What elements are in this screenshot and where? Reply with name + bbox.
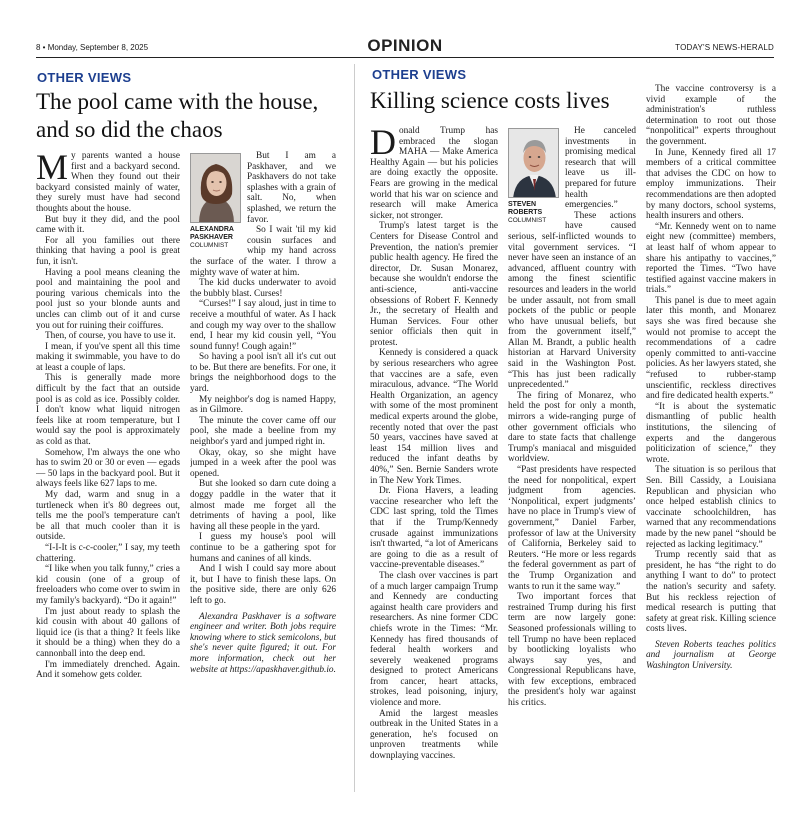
article-paragraph: My dad, warm and snug in a turtleneck when it's 80 degrees out, tells me the pool's temperature can't be all that much cooler than it is outside. xyxy=(36,490,180,543)
author-bio: Steven Roberts teaches politics and journalism at George Washington University. xyxy=(646,639,776,672)
article-paragraph: Amid the largest measles outbreak in the United States in a generation, he's focused on unproven treatments while downplaying vaccines. xyxy=(370,708,498,762)
article-paragraph: But I am a Paskhaver, and we Paskhavers do not take splashes with a grain of salt. No, when splashed, we return the favor. xyxy=(247,151,336,225)
article-paragraph: For all you families out there thinking that having a pool is great fun, it isn't. xyxy=(36,235,180,267)
right-article-column-1 xyxy=(370,126,498,796)
article-paragraph: So I wait 'til my kid cousin surfaces and whip my hand across the surface of the water. I throw a mighty wave of water at him. xyxy=(190,225,336,278)
article-paragraph: My neighbor's dog is named Happy, as in Gilmore. xyxy=(190,394,336,416)
article-paragraph: Somehow, I'm always the one who has to swim 20 or 30 or even — egads — 50 laps in the backyard pool. But it always feels like 627 laps to me. xyxy=(36,447,180,490)
article-paragraph: The minute the cover came off our pool, she made a beeline from my neighbor's yard and jumped right in. xyxy=(190,415,336,448)
article-paragraph: Kennedy is considered a quack by serious researchers who agree that vaccines are a safe, even miraculous, advance. “The World Health Organization, an agency with some of the most prominent medical experts around the globe, recently noted that over the past 50 years, vaccines have saved at least 154 million lives and reduced the infant deaths by 40%,” Sen. Bernie Sanders wrote in The New York Times. xyxy=(370,348,498,486)
article-paragraph: The clash over vaccines is part of a much larger campaign Trump and Kennedy are conducting against health care providers and researchers. As nine former CDC chiefs wrote in the Times: “Mr. Kennedy has fired thousands of federal health workers and severely weakened programs designed to protect Americans from cancer, heart attacks, strokes, lead poisoning, injury, violence and more. xyxy=(370,570,498,709)
article-paragraph: But buy it they did, and the pool came with it. xyxy=(36,214,180,236)
article-paragraph xyxy=(36,151,180,215)
article-paragraph: Okay, okay, so she might have jumped in a week after the pool was opened. xyxy=(190,447,336,479)
article-paragraph: Trump recently said that as president, he has “the right to do anything I want to do” to protect the nation's security and safety. But his reckless rejection of medical research is putting that safety at great risk. Killing science costs lives. xyxy=(646,550,776,635)
section-title: OPINION xyxy=(367,36,443,55)
paper-name: TODAY'S NEWS-HERALD xyxy=(675,43,774,52)
article-paragraph: “I like when you talk funny,” cries a kid cousin (one of a group of freeloaders who come over to swim in my family's backyard). “Do it again!” xyxy=(36,564,180,606)
article-paragraph: “Curses!” I say aloud, just in time to receive a mouthful of water. As I hack and cough my way over to the shallow end, I hear my kid cousin yell, “You sound funny! Cough again!” xyxy=(190,299,336,352)
right-article-column-2 xyxy=(508,126,636,796)
article-paragraph: The situation is so perilous that Sen. Bill Cassidy, a Louisiana Republican and physician who once helped establish clinics to vaccinate schoolchildren, has warned that any recommendations made by the new panel “should be rejected as lacking legitimacy.” xyxy=(646,465,776,550)
column-divider xyxy=(354,64,355,792)
left-byline xyxy=(190,153,241,250)
article-paragraph: “Past presidents have respected the need for nonpolitical, expert judgment from agencies. ‘Nonpolitical, expert judgments’ have no place in Trump's view of government,” Daniel Farber, professor of law at the University of California, Berkeley said to Reuters. “He more or less regards the federal government as part of the Trump Organization and wants to run it the same way.” xyxy=(508,465,636,592)
article-paragraph: This panel is due to meet again later this month, and Monarez says she was fired because she would not promise to accept the recommendations of a cadre openly committed to anti-vaccine policies. As her lawyers stated, she “refused to rubber-stamp unscientific, reckless directives and fire dedicated health experts.” xyxy=(646,295,776,402)
left-author-role: COLUMNIST xyxy=(190,242,229,249)
author-bio: Alexandra Paskhaver is a software engineer and writer. Both jobs require knowing where to stick semicolons, but she's never quite figured; it out. For more information, check out her website at https://apaskhaver.github.io. xyxy=(190,611,336,675)
right-kicker: OTHER VIEWS xyxy=(372,67,467,82)
right-article-column-3 xyxy=(646,84,776,796)
article-paragraph: I guess my house's pool will continue to be a gathering spot for humans and canines of all kinds. xyxy=(190,532,336,564)
drop-cap: D xyxy=(370,126,396,162)
right-byline xyxy=(508,128,559,225)
article-paragraph: But she looked so darn cute doing a doggy paddle in the water that it almost made me forget all the detriments of having a pool, like having all these people in the yard. xyxy=(190,479,336,532)
article-paragraph: I'm immediately drenched. Again. And it somehow gets colder. xyxy=(36,659,180,681)
article-paragraph: Having a pool means cleaning the pool and maintaining the pool and pouring various chemicals into the pool just so your blonde aunts and uncles can climb out of it and curse you out for ruining their coiffures. xyxy=(36,267,180,331)
article-paragraph: He canceled investments in promising medical research that will leave us ill-prepared for future health emergencies.” xyxy=(565,126,636,211)
drop-cap: M xyxy=(36,151,69,187)
article-paragraph: “I-I-It is c-c-cooler,” I say, my teeth chattering. xyxy=(36,542,180,564)
author-photo-paskhaver xyxy=(190,153,241,223)
left-article-column-2 xyxy=(190,151,336,796)
right-author-name: STEVEN ROBERTS xyxy=(508,201,543,216)
left-headline: The pool came with the house, and so did the chaos xyxy=(36,89,319,142)
left-article-column-1 xyxy=(36,151,180,796)
article-paragraph: These actions have caused serious, self-inflicted wounds to vital government services. “I never have seen an instance of an advanced, affluent country with among the finest scientific resources and leaders in the world be under assault, not from small pockets of the public or people who have unusual beliefs, but from the government itself,” Allan M. Brandt, a public health historian at Harvard University said in the Washington Post. “This has just been radically unprecedented.” xyxy=(508,210,636,391)
article-paragraph: “It is about the systematic dismantling of public health institutions, the silencing of experts and the dangerous politicization of science,” they wrote. xyxy=(646,401,776,465)
article-paragraph xyxy=(370,126,498,221)
article-paragraph: “Mr. Kennedy went on to name eight new (committee) members, at least half of whom appear to share his antipathy to vaccines,” reported the Times. “Two have testified against vaccine makers in trials.” xyxy=(646,221,776,296)
article-paragraph: The firing of Monarez, who held the post for only a month, mirrors a wide-ranging purge of other government officials who dare to state facts that challenge Trump's maniacal and misguided worldview. xyxy=(508,390,636,465)
article-paragraph: Trump's latest target is the Centers for Disease Control and Prevention, the nation's premier public health agency. He fired the director, Dr. Susan Monarez, because she wouldn't endorse the anti-science, anti-vaccine obsessions of Robert F. Kennedy Jr., the secretary of Health and Human Services. Four other senior officials then quit in protest. xyxy=(370,221,498,348)
page-header xyxy=(36,36,774,58)
article-paragraph: I'm just about ready to splash the kid cousin with about 40 gallons of liquid ice (is that a thing? It feels like it should be a thing) when they do a cannonball into the deep end. xyxy=(36,606,180,659)
author-photo-roberts xyxy=(508,128,559,198)
article-paragraph: Two important forces that restrained Trump during his first term are now largely gone: Seasoned professionals willing to tell Trump no have been replaced by bootlicking loyalists who always say yes, and Congressional Republicans have, with few exceptions, embraced the president's holy war against his critics. xyxy=(508,592,636,709)
article-paragraph: And I wish I could say more about it, but I have to finish these laps. On the positive side, there are only 626 left to go. xyxy=(190,564,336,606)
article-paragraph: Dr. Fiona Havers, a leading vaccine researcher who left the CDC last spring, told the Times that if the Trump/Kennedy crusade against immunizations isn't thwarted, “a lot of Americans are going to die as a result of vaccine-preventable diseases.” xyxy=(370,486,498,571)
article-paragraph: This is generally made more difficult by the fact that an outside pool is as cold as ice. Possibly colder. I don't know what liquid nitrogen feels like at room temperature, but I would say the pool is approximately as cold as that. xyxy=(36,373,180,448)
left-author-name: ALEXANDRA PASKHAVER xyxy=(190,226,234,241)
paragraph-text: onald Trump has embraced the slogan MAHA — Make America Healthy Again — but his policies are doing exactly the opposite. Fears are growing in the medical world that his war on science and research will make America sicker, not stronger. xyxy=(370,126,498,221)
article-paragraph: The vaccine controversy is a vivid example of the administration's ruthless determination to root out those “nonpolitical” experts throughout the government. xyxy=(646,84,776,147)
page-date: 8 • Monday, September 8, 2025 xyxy=(36,43,149,52)
paragraph-text: y parents wanted a house first and a backyard second. When they found out their backyard consisted mainly of water, they surely must have had second thoughts about the house. xyxy=(36,151,180,214)
right-author-role: COLUMNIST xyxy=(508,217,547,224)
article-paragraph: In June, Kennedy fired all 17 members of a critical committee that advises the CDC on how to employ immunizations. Their recommendations are then adopted by many doctors, school systems, health insurers and others. xyxy=(646,147,776,222)
article-paragraph: Then, of course, you have to use it. xyxy=(45,331,176,342)
article-paragraph: So having a pool isn't all it's cut out to be. But there are benefits. For one, it brings the neighborhood dogs to the yard. xyxy=(190,352,336,395)
article-paragraph: I mean, if you've spent all this time making it swimmable, you have to do at least a couple of laps. xyxy=(36,341,180,373)
left-kicker: OTHER VIEWS xyxy=(37,70,132,85)
right-headline: Killing science costs lives xyxy=(370,88,610,113)
article-paragraph: The kid ducks underwater to avoid the bubbly blast. Curses! xyxy=(190,278,336,299)
